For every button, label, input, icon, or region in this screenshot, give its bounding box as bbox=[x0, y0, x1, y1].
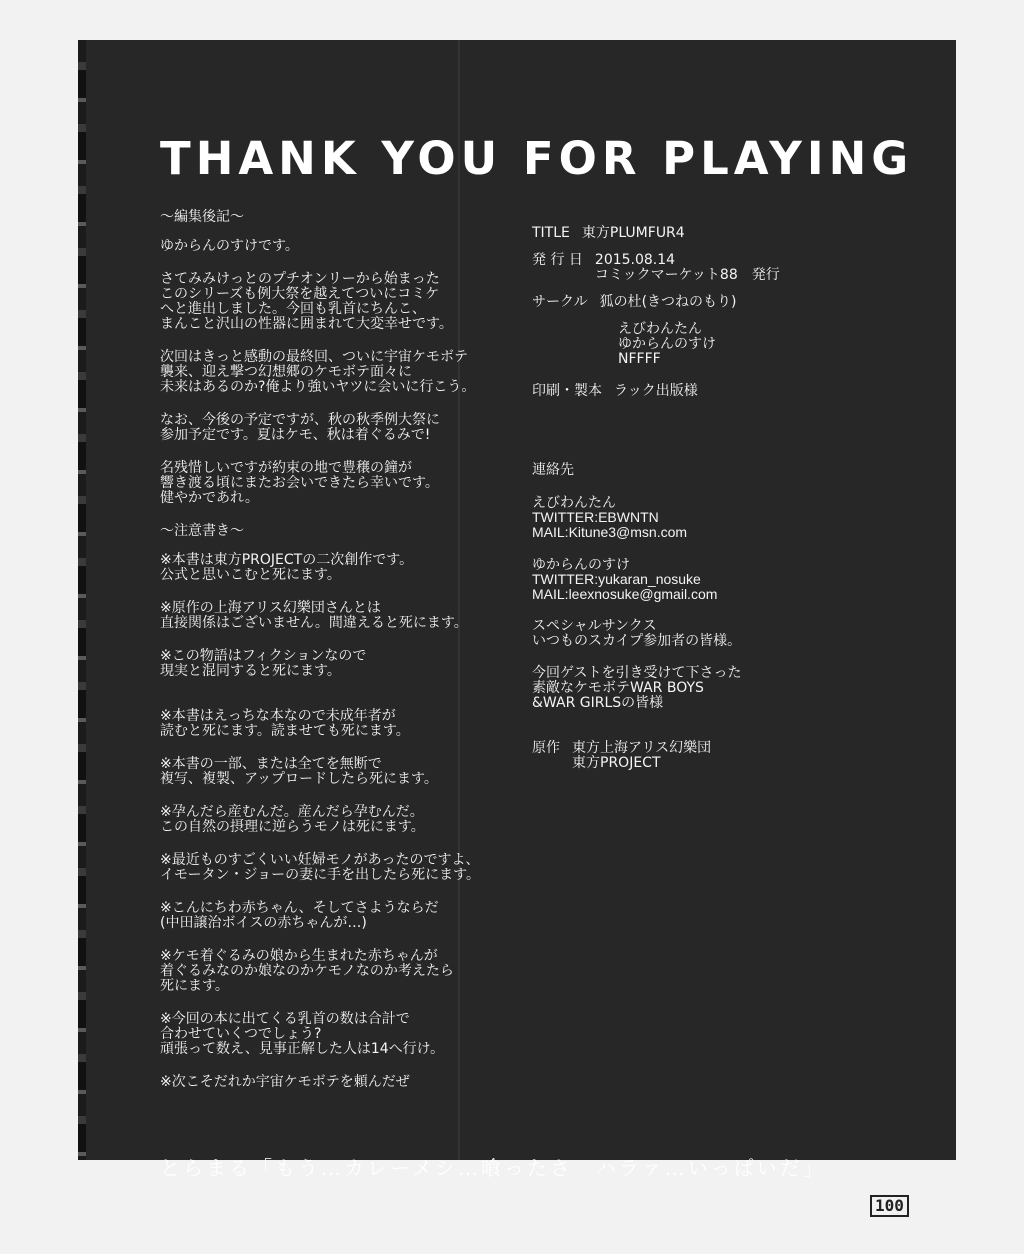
colophon-date-row bbox=[532, 253, 872, 283]
guest-thanks: 今回ゲストを引き受けて下さった 素敵なケモボテWAR BOYS &WAR GIRLSの皆様 bbox=[532, 665, 742, 711]
colophon-circle-row bbox=[532, 295, 872, 310]
note-item: ※この物語はフィクションなので 現実と混同すると死にます。 bbox=[160, 648, 367, 679]
colophon-print-row bbox=[532, 384, 872, 399]
contact-entry: えびわんたん TWITTER:EBWNTN MAIL:Kitune3@msn.com bbox=[532, 494, 688, 540]
afterword-paragraph: 名残惜しいですが約束の地で豊穣の鐘が 響き渡る頃にまたお会いできたら幸いです。 健やかであれ。 bbox=[160, 460, 439, 506]
afterword-heading: ～編集後記～ bbox=[160, 209, 244, 225]
colophon-label: 印刷・製本 bbox=[532, 383, 602, 399]
colophon-label: サークル bbox=[532, 294, 588, 310]
closing-quote: とらまる「もう…カレーメシ…喰ったさ ハラァ…いっぱいだ」 bbox=[160, 1156, 826, 1180]
note-item: ※本書はえっちな本なので未成年者が 読むと死にます。読ませても死にます。 bbox=[160, 708, 410, 739]
contact-entry: ゆからんのすけ TWITTER:yukaran_nosuke MAIL:leexnosuke@gmail.com bbox=[532, 556, 718, 602]
note-item: ※原作の上海アリス幻樂団さんとは 直接関係はございません。間違えると死にます。 bbox=[160, 600, 468, 631]
note-item: ※次こそだれか宇宙ケモボテを頼んだぜ bbox=[160, 1074, 410, 1090]
note-item: ※孕んだら産むんだ。産んだら孕むんだ。 この自然の摂理に逆らうモノは死にます。 bbox=[160, 804, 425, 835]
colophon-title-row bbox=[532, 226, 872, 241]
note-item: ※最近ものすごくいい妊婦モノがあったのですよ、 イモータン・ジョーの妻に手を出したら死にます。 bbox=[160, 852, 481, 883]
colophon-value: 東方PLUMFUR4 bbox=[581, 225, 685, 241]
colophon-value: 2015.08.14 コミックマーケット88 発行 bbox=[594, 252, 780, 283]
afterword-column bbox=[160, 210, 540, 1108]
afterword-page bbox=[86, 40, 956, 1180]
afterword-paragraph: ゆからんのすけです。 bbox=[160, 238, 299, 254]
page-title: THANK YOU FOR PLAYING bbox=[160, 132, 914, 185]
circle-members: えびわんたん ゆからんのすけ NFFFF bbox=[618, 321, 716, 367]
note-item: ※本書の一部、または全てを無断で 複写、複製、アップロードしたら死にます。 bbox=[160, 756, 438, 787]
colophon-column bbox=[532, 226, 872, 783]
note-item: ※ケモ着ぐるみの娘から生まれた赤ちゃんが 着ぐるみなのか娘なのかケモノなのか考えたら 死にます。 bbox=[160, 948, 454, 994]
afterword-paragraph: さてみみけっとのプチオンリーから始まった このシリーズも例大祭を越えてついにコミケ へと進出しました。今回も乳首にちんこ、 まんこと沢山の性器に囲まれて大変幸せです。 bbox=[160, 271, 453, 332]
note-item: ※こんにちわ赤ちゃん、そしてさようならだ (中田譲治ボイスの赤ちゃんが…) bbox=[160, 900, 439, 931]
note-item: ※本書は東方PROJECTの二次創作です。 公式と思いこむと死にます。 bbox=[160, 552, 414, 583]
page-number: 100 bbox=[870, 1195, 909, 1217]
special-thanks: スペシャルサンクス いつものスカイプ参加者の皆様。 bbox=[532, 618, 742, 649]
afterword-paragraph: なお、今後の予定ですが、秋の秋季例大祭に 参加予定です。夏はケモ、秋は着ぐるみで! bbox=[160, 412, 440, 443]
colophon-label: TITLE bbox=[532, 225, 570, 241]
colophon-original-row bbox=[532, 741, 872, 771]
colophon-label: 発 行 日 bbox=[532, 252, 583, 268]
colophon-value: ラック出版様 bbox=[614, 383, 698, 399]
note-item: ※今回の本に出てくる乳首の数は合計で 合わせていくつでしょう? 頑張って数え、見事正解した人は14へ行け。 bbox=[160, 1011, 445, 1057]
colophon-value: 東方上海アリス幻樂団 東方PROJECT bbox=[572, 740, 712, 771]
afterword-paragraph: 次回はきっと感動の最終回、ついに宇宙ケモボテ 襲来、迎え撃つ幻想郷のケモボテ面々に 未来はあるのか?俺より強いヤツに会いに行こう。 bbox=[160, 349, 476, 395]
notes-heading: ～注意書き～ bbox=[160, 523, 244, 539]
colophon-value: 狐の杜(きつねのもり) bbox=[599, 294, 737, 310]
colophon-label: 原作 bbox=[532, 740, 560, 756]
contact-heading: 連絡先 bbox=[532, 462, 574, 478]
